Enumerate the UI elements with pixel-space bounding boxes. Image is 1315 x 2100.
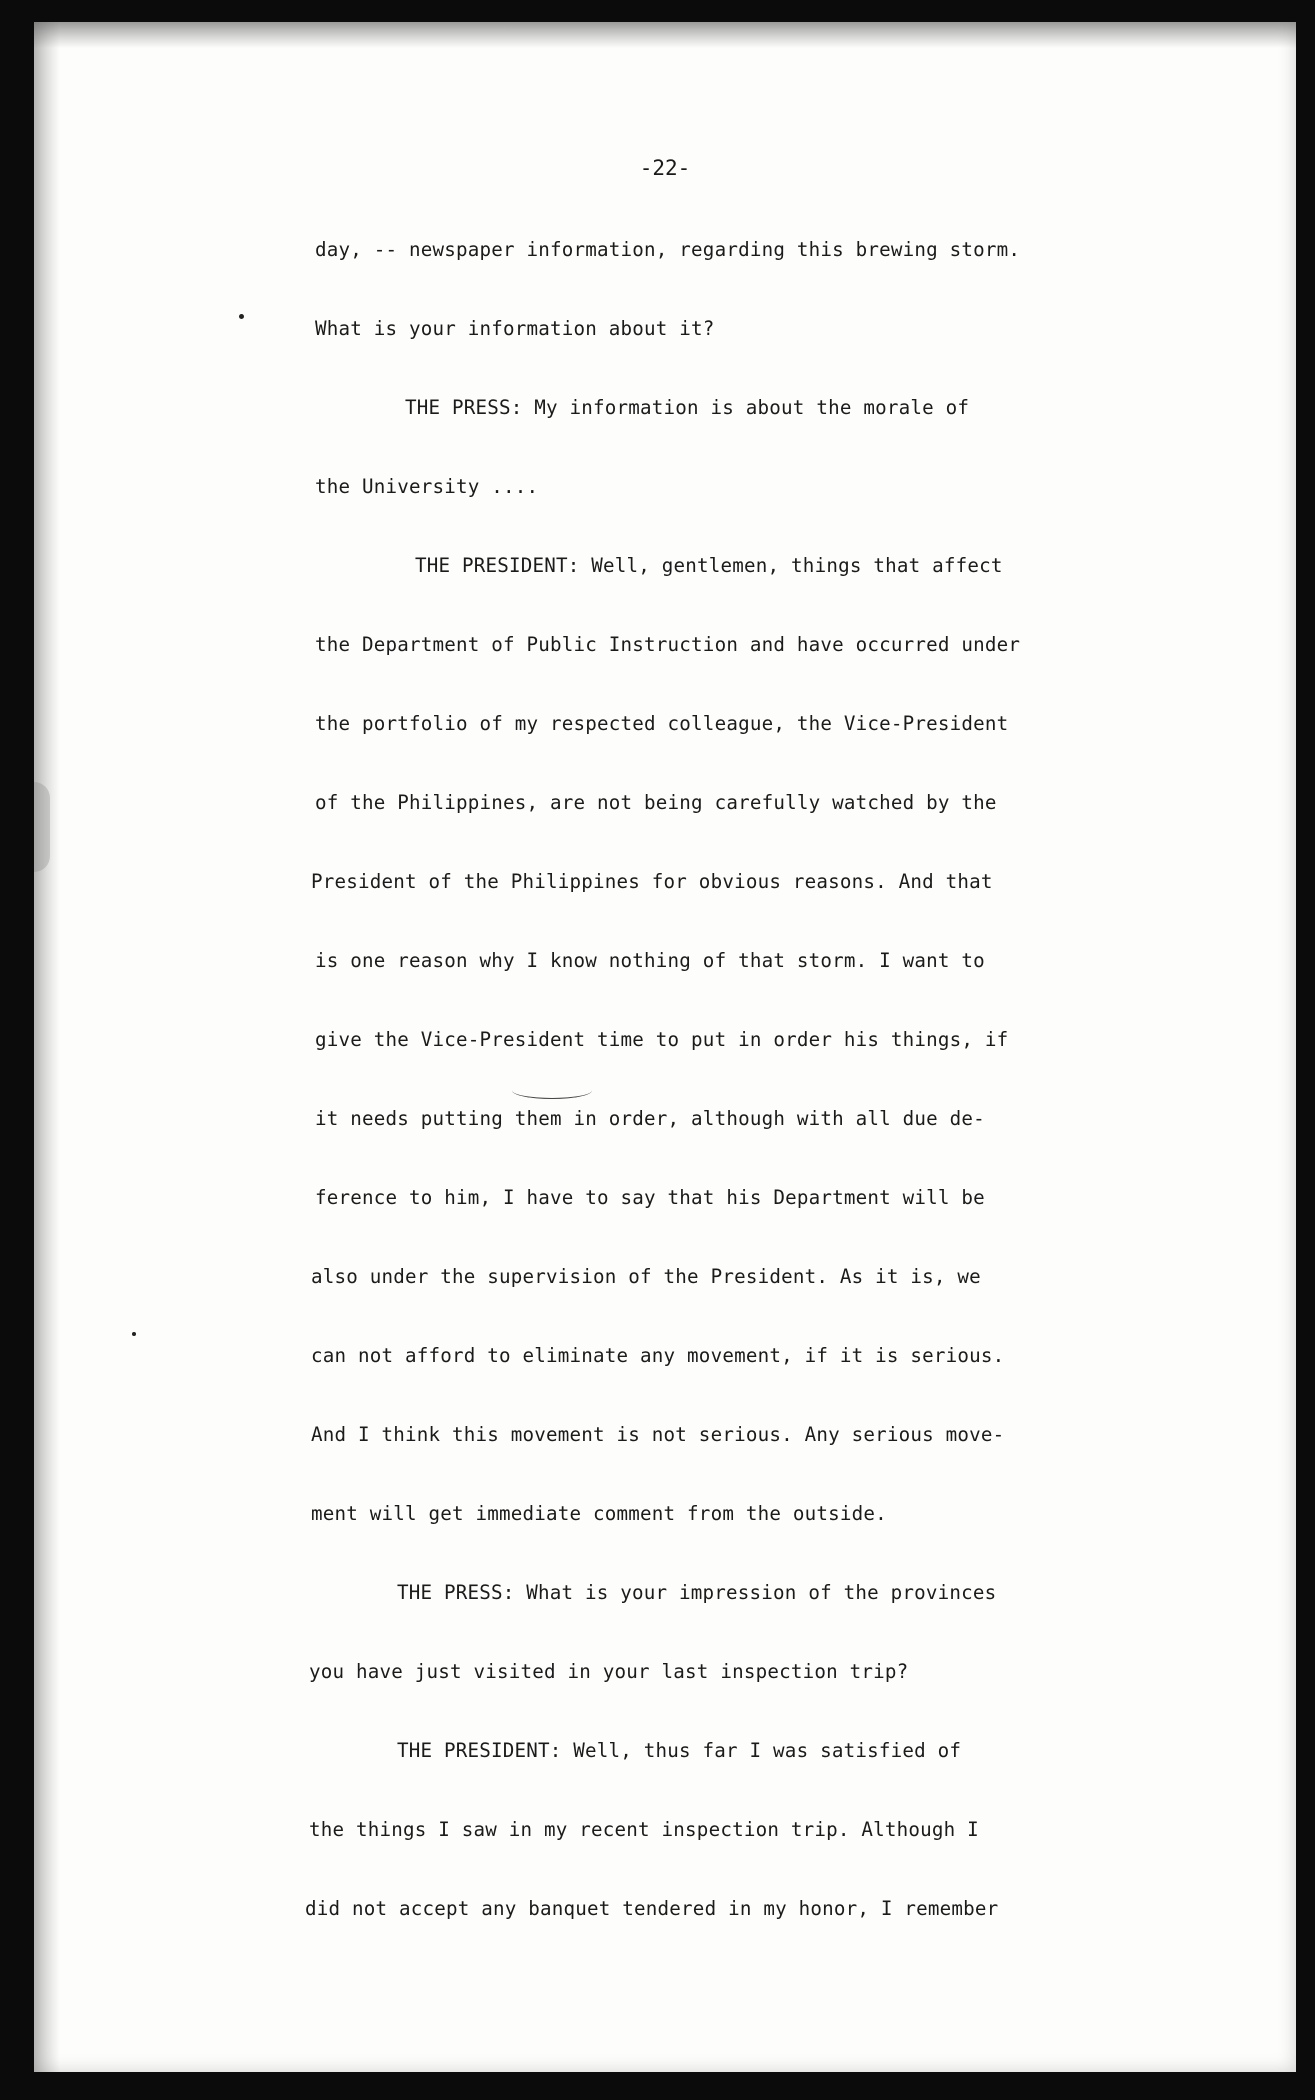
text-line: the Department of Public Instruction and have occurred under — [315, 633, 1021, 656]
ink-speck — [132, 1332, 136, 1336]
text-line: day, -- newspaper information, regarding this brewing storm. — [315, 238, 1021, 261]
text-line: THE PRESS: My information is about the morale of — [405, 396, 970, 419]
text-line: is one reason why I know nothing of that storm. I want to — [315, 949, 985, 972]
ink-speck — [239, 314, 244, 319]
document-page — [34, 22, 1296, 2072]
text-line: of the Philippines, are not being carefully watched by the — [315, 791, 997, 814]
text-line: give the Vice-President time to put in order his things, if — [315, 1028, 1009, 1051]
text-line: THE PRESIDENT: Well, thus far I was satisfied of — [397, 1739, 962, 1762]
text-line: can not afford to eliminate any movement, if it is serious. — [311, 1344, 1005, 1367]
text-line: the things I saw in my recent inspection trip. Although I — [309, 1818, 979, 1841]
pen-underline-mark — [512, 1082, 592, 1099]
text-line: also under the supervision of the President. As it is, we — [311, 1265, 981, 1288]
text-line: the portfolio of my respected colleague, the Vice-President — [315, 712, 1009, 735]
scan-edge-shadow — [34, 22, 1296, 48]
text-line: did not accept any banquet tendered in my honor, I remember — [305, 1897, 999, 1920]
text-line: ment will get immediate comment from the outside. — [311, 1502, 887, 1525]
text-line: you have just visited in your last inspection trip? — [309, 1660, 909, 1683]
text-line: it needs putting them in order, although with all due de- — [315, 1107, 985, 1130]
text-line: What is your information about it? — [315, 317, 715, 340]
paper-tear — [34, 782, 50, 872]
text-line: And I think this movement is not serious. Any serious move- — [311, 1423, 1005, 1446]
page-number: -22- — [639, 156, 691, 180]
text-line: THE PRESIDENT: Well, gentlemen, things that affect — [415, 554, 1003, 577]
scan-margin-shadow — [34, 22, 60, 2072]
text-line: ference to him, I have to say that his Department will be — [315, 1186, 985, 1209]
text-line: the University .... — [315, 475, 539, 498]
text-line: President of the Philippines for obvious reasons. And that — [311, 870, 993, 893]
text-line: THE PRESS: What is your impression of the provinces — [397, 1581, 997, 1604]
